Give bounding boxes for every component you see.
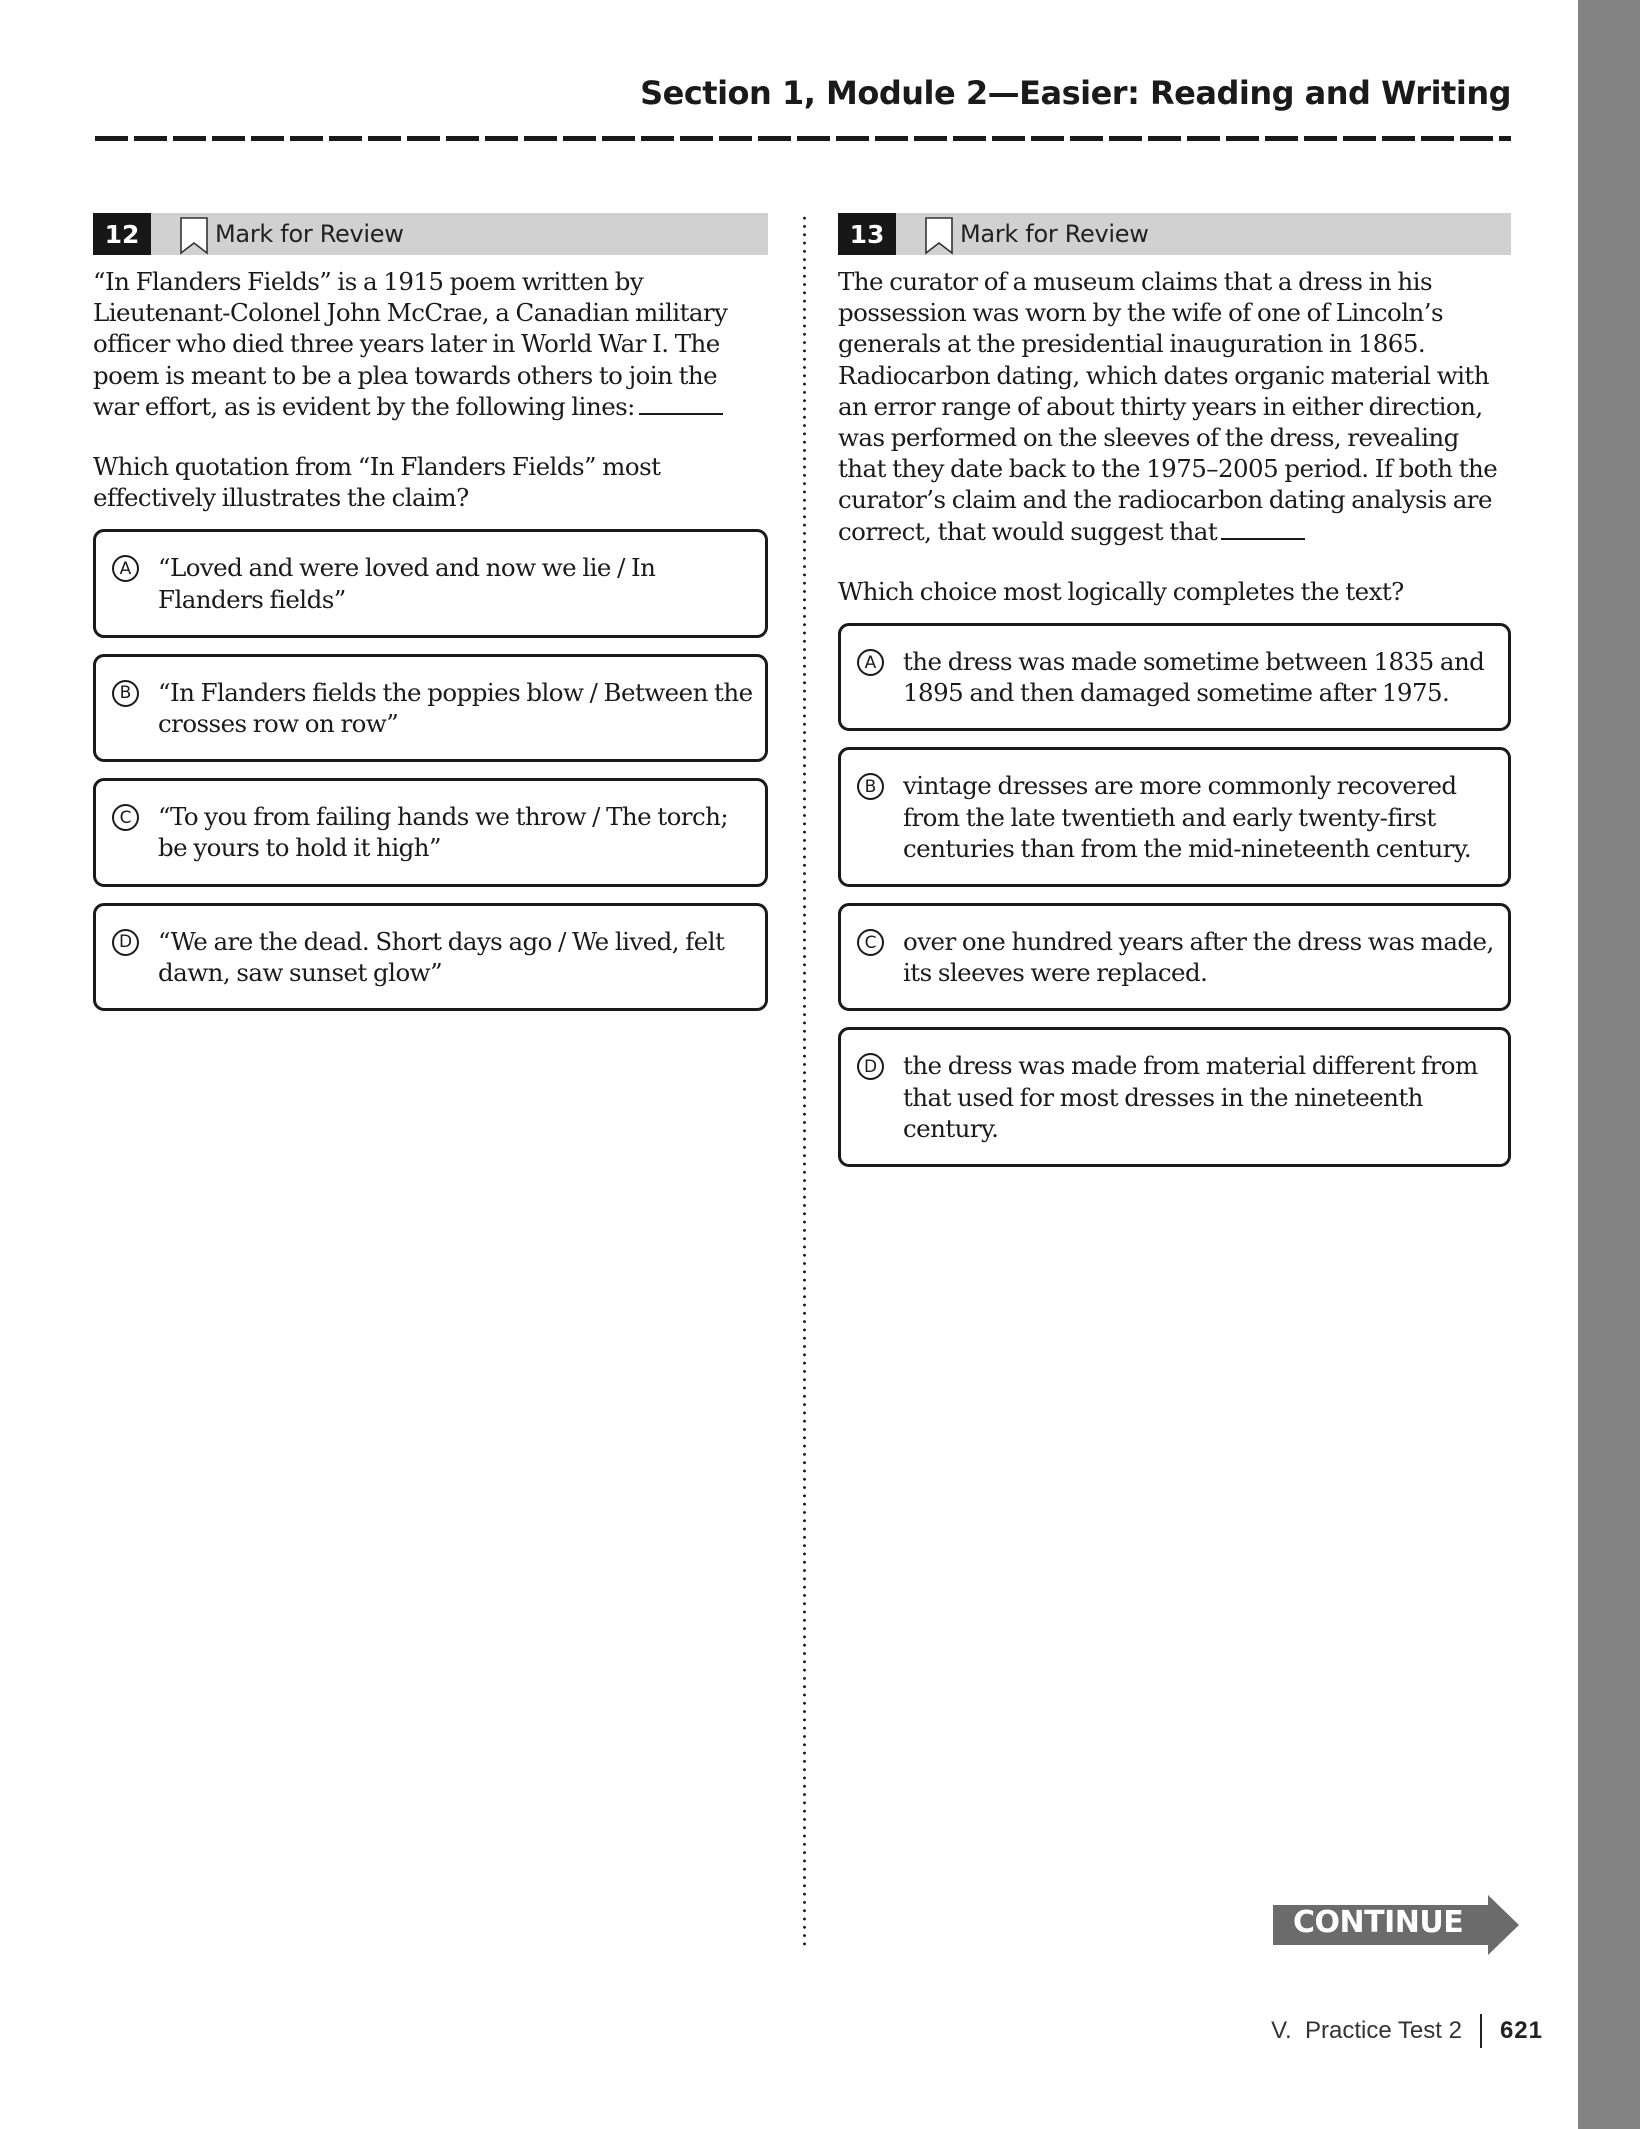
bookmark-icon[interactable] <box>179 217 209 255</box>
choice-text: over one hundred years after the dress was made, its sleeves were replaced. <box>903 927 1494 988</box>
question-prompt: Which quotation from “In Flanders Fields” most effectively illustrates the claim? <box>93 452 661 513</box>
mark-for-review-button[interactable]: Mark for Review <box>960 220 1149 248</box>
choice-letter-c-icon: C <box>112 804 139 831</box>
choice-text: the dress was made sometime between 1835 and 1895 and then damaged sometime after 1975. <box>903 647 1485 708</box>
choice-text: “In Flanders fields the poppies blow / Between the crosses row on row” <box>158 677 753 739</box>
choice-text: “Loved and were loved and now we lie / In Flanders fields” <box>158 553 656 614</box>
answer-choices <box>838 623 1511 1167</box>
footer-section: V. Practice Test 2 <box>1271 2017 1462 2044</box>
answer-choice-b[interactable] <box>93 654 768 762</box>
answer-choice-d[interactable] <box>93 903 768 1011</box>
choice-letter-d-icon: D <box>857 1053 884 1080</box>
question-prompt: Which choice most logically completes the text? <box>838 576 1404 606</box>
choice-text: vintage dresses are more commonly recovered from the late twentieth and early twenty-first centuries than from the mid-nineteenth century. <box>903 771 1472 863</box>
column-divider <box>803 214 806 1950</box>
page-number: 621 <box>1499 2017 1543 2044</box>
continue-button[interactable] <box>1273 1895 1519 1955</box>
mark-for-review-button[interactable]: Mark for Review <box>215 220 404 248</box>
answer-choice-b[interactable] <box>838 747 1511 887</box>
answer-choice-a[interactable] <box>93 529 768 637</box>
answer-choice-a[interactable] <box>838 623 1511 731</box>
question-number: 12 <box>93 213 151 255</box>
answer-choice-d[interactable] <box>838 1027 1511 1167</box>
page-edge-band <box>1578 0 1640 2129</box>
question-passage <box>838 266 1511 547</box>
bookmark-icon[interactable] <box>924 217 954 255</box>
choice-letter-a-icon: A <box>112 555 139 582</box>
answer-choices <box>93 529 768 1011</box>
continue-label: CONTINUE <box>1293 1905 1464 1940</box>
passage-text: The curator of a museum claims that a dress in his possession was worn by the wife of one of Lincoln’s generals at the presidential inauguration in 1865. Radiocarbon dating, which dates organic material with an error range of about thirty years in either direction, was performed on the sleeves of the dress, revealing that they date back to the 1975–2005 period. If both the curator’s claim and the radiocarbon dating analysis are correct, that would suggest that <box>838 267 1498 546</box>
passage-text: “In Flanders Fields” is a 1915 poem written by Lieutenant-Colonel John McCrae, a Canadian military officer who died three years later in World War I. The poem is meant to be a plea towards others to join the war effort, as is evident by the following lines: <box>93 267 728 421</box>
choice-letter-b-icon: B <box>857 773 884 800</box>
question-passage <box>93 266 768 422</box>
answer-choice-c[interactable] <box>93 778 768 886</box>
question-header <box>838 213 1511 255</box>
choice-text: “We are the dead. Short days ago / We lived, felt dawn, saw sunset glow” <box>158 926 725 987</box>
question-13 <box>838 213 1511 1183</box>
question-header <box>93 213 768 255</box>
page-footer <box>1271 2014 1543 2048</box>
section-title: Section 1, Module 2—Easier: Reading and Writing <box>640 74 1511 112</box>
question-12 <box>93 213 768 1027</box>
choice-letter-b-icon: B <box>112 680 139 707</box>
footer-separator <box>1480 2014 1482 2048</box>
dashed-divider <box>95 136 1511 141</box>
choice-letter-a-icon: A <box>857 649 884 676</box>
answer-choice-c[interactable] <box>838 903 1511 1011</box>
blank-line <box>1221 518 1305 540</box>
question-number: 13 <box>838 213 896 255</box>
choice-letter-c-icon: C <box>857 929 884 956</box>
choice-letter-d-icon: D <box>112 929 139 956</box>
blank-line <box>639 393 723 415</box>
choice-text: the dress was made from material different from that used for most dresses in the nineteenth century. <box>903 1051 1478 1143</box>
choice-text: “To you from failing hands we throw / The torch; be yours to hold it high” <box>158 802 729 863</box>
